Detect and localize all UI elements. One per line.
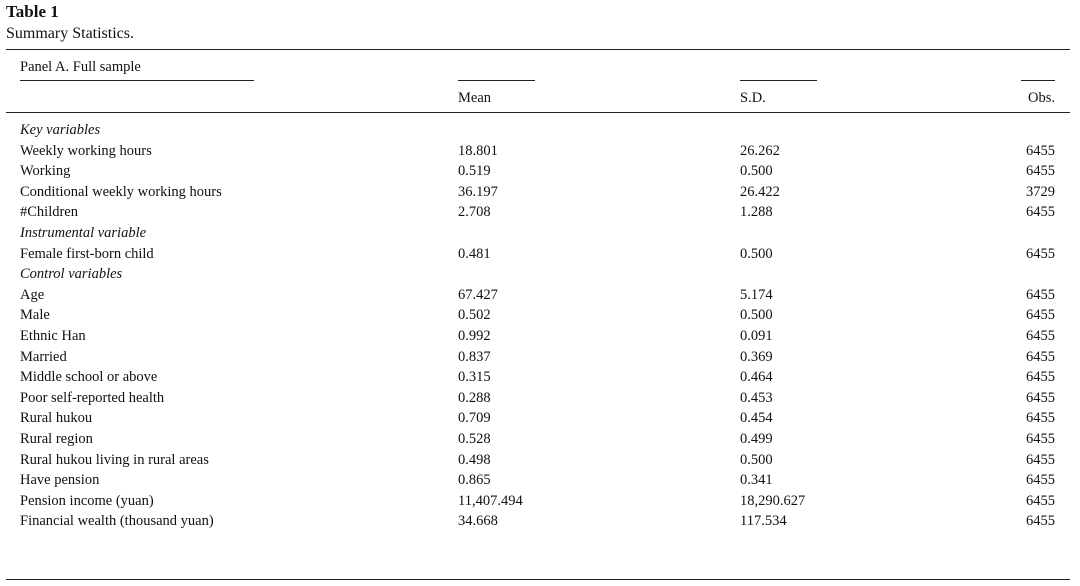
table-title: Table 1 [6, 2, 59, 21]
table-row [0, 202, 1080, 223]
table-row [0, 511, 1080, 532]
table-row [0, 244, 1080, 265]
mean-header-rule [458, 80, 535, 81]
cell-obs: 6455 [1026, 327, 1055, 344]
cell-label: Conditional weekly working hours [20, 183, 222, 200]
cell-mean: 0.519 [458, 163, 491, 180]
cell-sd: 5.174 [740, 286, 773, 303]
cell-sd: 26.262 [740, 142, 780, 159]
cell-label: Pension income (yuan) [20, 492, 154, 509]
table-row [0, 161, 1080, 182]
table-row [0, 347, 1080, 368]
cell-mean: 34.668 [458, 513, 498, 530]
cell-mean: 0.837 [458, 348, 491, 365]
cell-label: Female first-born child [20, 245, 154, 262]
cell-obs: 6455 [1026, 389, 1055, 406]
cell-obs: 6455 [1026, 307, 1055, 324]
cell-sd: 0.500 [740, 451, 773, 468]
cell-obs: 6455 [1026, 513, 1055, 530]
table-row [0, 141, 1080, 162]
table-row [0, 388, 1080, 409]
column-header-sd: S.D. [740, 90, 766, 106]
cell-sd: 26.422 [740, 183, 780, 200]
cell-obs: 6455 [1026, 204, 1055, 221]
cell-label: Rural hukou [20, 410, 93, 427]
cell-sd: 0.499 [740, 430, 773, 447]
cell-mean: 2.708 [458, 204, 491, 221]
table-row [0, 470, 1080, 491]
cell-sd: 0.091 [740, 327, 773, 344]
cell-sd: 0.454 [740, 410, 773, 427]
column-header-obs: Obs. [1028, 90, 1055, 106]
section-header-row [0, 223, 1080, 244]
cell-label: Married [20, 348, 67, 365]
column-header-mean: Mean [458, 90, 492, 106]
table-row [0, 429, 1080, 450]
cell-sd: 0.464 [740, 369, 773, 386]
table-row [0, 326, 1080, 347]
cell-mean: 0.528 [458, 430, 491, 447]
cell-sd: 0.453 [740, 389, 773, 406]
cell-sd: 117.534 [740, 513, 787, 530]
table-row [0, 305, 1080, 326]
cell-mean: 0.481 [458, 245, 491, 262]
cell-label: Middle school or above [20, 369, 158, 386]
cell-mean: 0.992 [458, 327, 491, 344]
cell-obs: 6455 [1026, 142, 1055, 159]
cell-label: Poor self-reported health [20, 389, 165, 406]
cell-sd: 0.500 [740, 163, 773, 180]
cell-obs: 6455 [1026, 163, 1055, 180]
cell-sd: 0.500 [740, 245, 773, 262]
cell-label: #Children [20, 204, 78, 221]
cell-label: Rural hukou living in rural areas [20, 451, 209, 468]
cell-sd: 0.341 [740, 472, 773, 489]
table-row [0, 285, 1080, 306]
sd-header-rule [740, 80, 817, 81]
obs-header-rule [1021, 80, 1055, 81]
cell-mean: 0.315 [458, 369, 491, 386]
cell-mean: 0.865 [458, 472, 491, 489]
cell-obs: 6455 [1026, 410, 1055, 427]
cell-obs: 6455 [1026, 286, 1055, 303]
section-header-row [0, 264, 1080, 285]
table-row [0, 367, 1080, 388]
table-row [0, 491, 1080, 512]
cell-sd: 0.500 [740, 307, 773, 324]
cell-label: Ethnic Han [20, 327, 86, 344]
cell-mean: 0.502 [458, 307, 491, 324]
cell-sd: 1.288 [740, 204, 773, 221]
panel-underline [20, 80, 254, 81]
cell-mean: 0.288 [458, 389, 491, 406]
cell-mean: 18.801 [458, 142, 498, 159]
table-subtitle: Summary Statistics. [6, 25, 134, 42]
section-header-row [0, 120, 1080, 141]
panel-label: Panel A. Full sample [20, 59, 141, 75]
cell-label: Male [20, 307, 50, 324]
section-label: Key variables [20, 122, 101, 138]
cell-sd: 0.369 [740, 348, 773, 365]
cell-mean: 67.427 [458, 286, 498, 303]
cell-label: Age [20, 286, 45, 303]
cell-label: Rural region [20, 430, 93, 447]
cell-obs: 6455 [1026, 451, 1055, 468]
header-rule [6, 112, 1070, 113]
top-rule [6, 49, 1070, 50]
table-body [0, 120, 1080, 532]
table-row [0, 450, 1080, 471]
cell-obs: 6455 [1026, 430, 1055, 447]
cell-label: Financial wealth (thousand yuan) [20, 513, 214, 530]
cell-label: Have pension [20, 472, 100, 489]
table-row [0, 182, 1080, 203]
cell-mean: 11,407.494 [458, 492, 523, 509]
cell-obs: 6455 [1026, 492, 1055, 509]
cell-obs: 6455 [1026, 245, 1055, 262]
cell-obs: 3729 [1026, 183, 1055, 200]
cell-sd: 18,290.627 [740, 492, 806, 509]
bottom-rule [6, 579, 1070, 580]
section-label: Control variables [20, 266, 123, 283]
cell-obs: 6455 [1026, 472, 1055, 489]
cell-obs: 6455 [1026, 348, 1055, 365]
table-row [0, 408, 1080, 429]
cell-mean: 36.197 [458, 183, 498, 200]
cell-obs: 6455 [1026, 369, 1055, 386]
cell-label: Working [20, 163, 71, 180]
section-label: Instrumental variable [20, 224, 147, 241]
cell-label: Weekly working hours [20, 142, 152, 159]
cell-mean: 0.709 [458, 410, 491, 427]
cell-mean: 0.498 [458, 451, 491, 468]
